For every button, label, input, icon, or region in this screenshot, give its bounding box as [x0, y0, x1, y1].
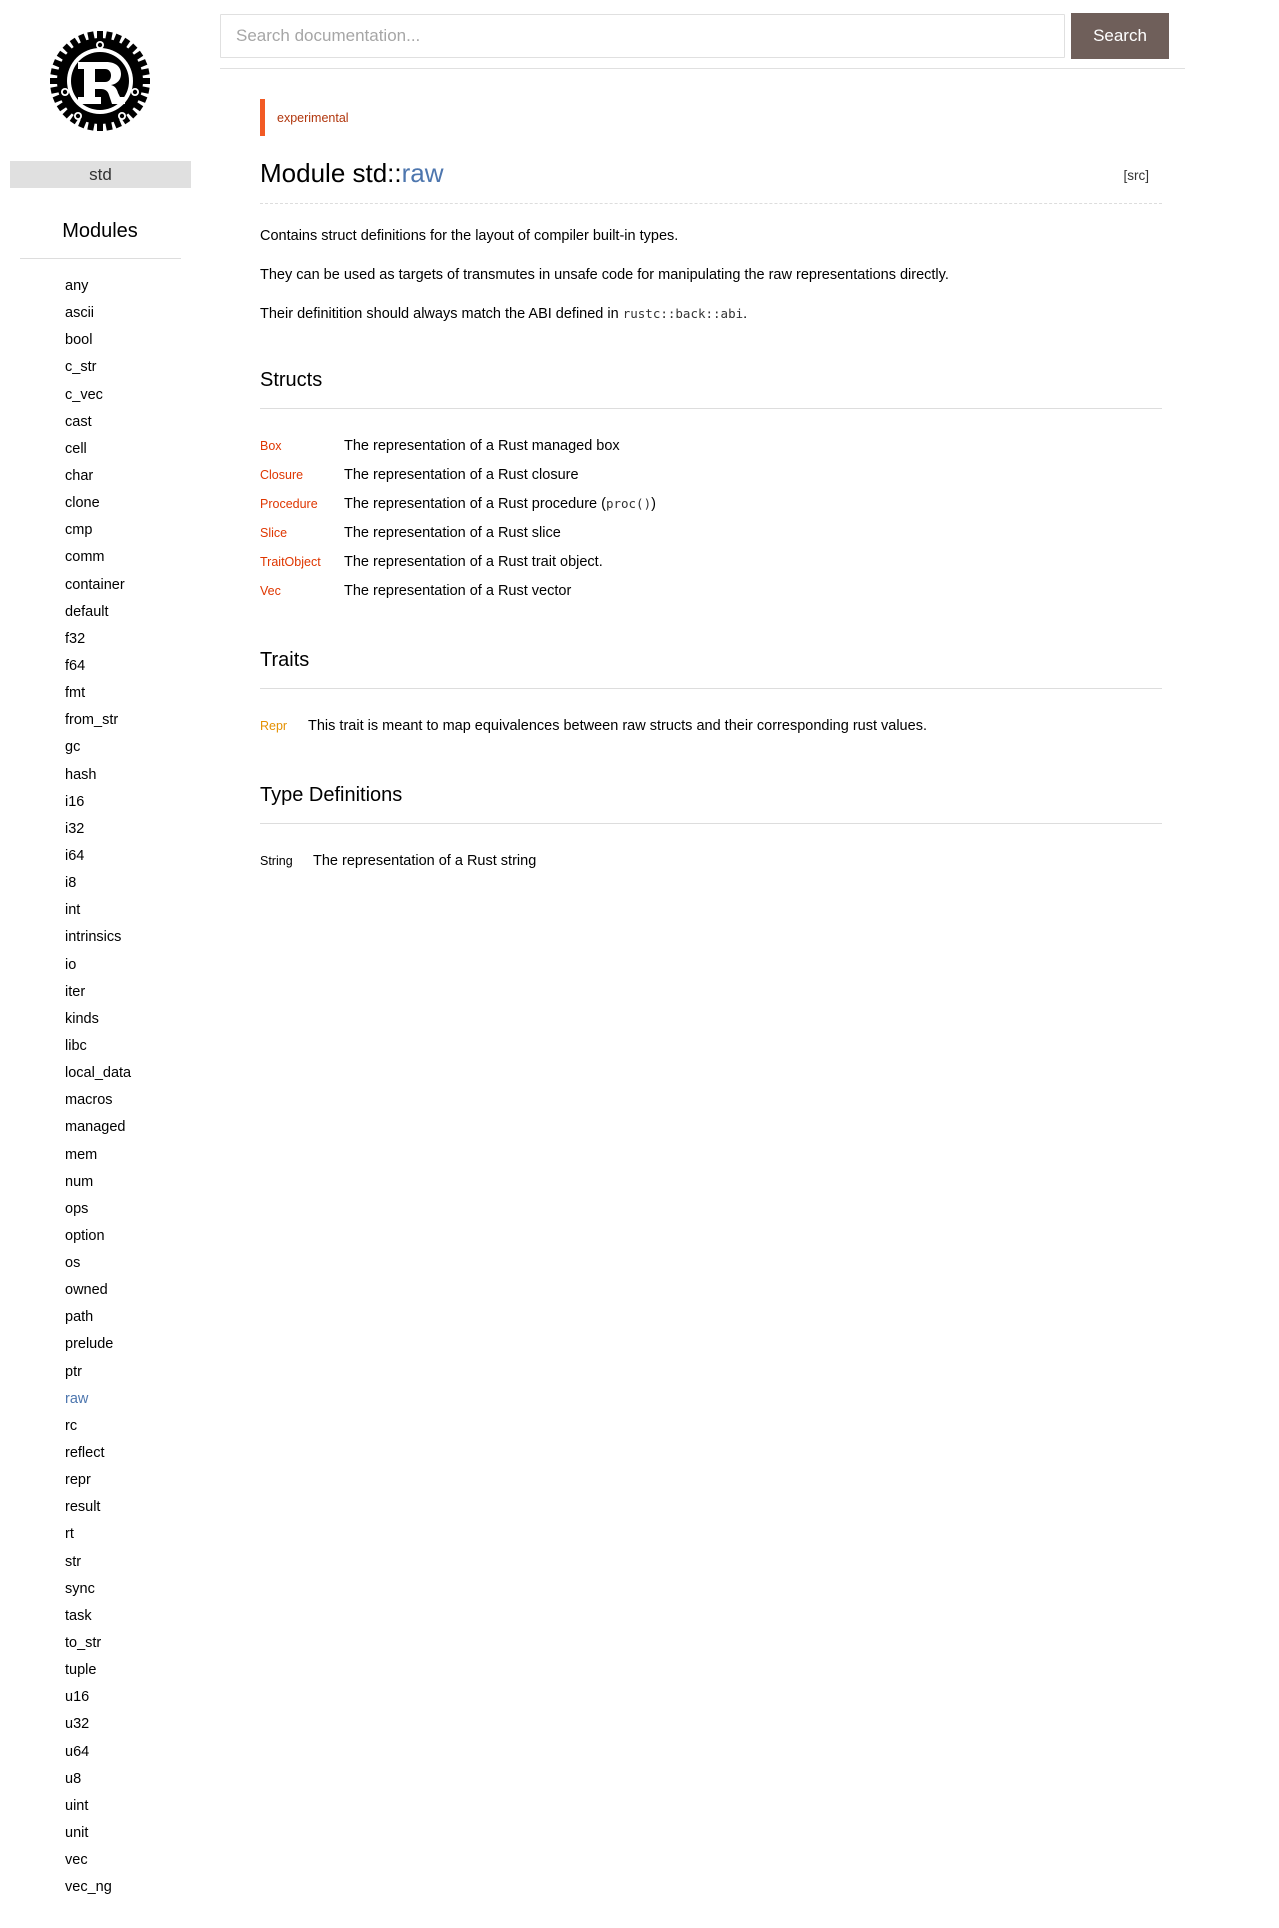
trait-link[interactable]: Repr [260, 719, 288, 733]
sidebar-module-link[interactable]: str [65, 1553, 82, 1570]
sidebar-module-link[interactable]: i32 [65, 820, 85, 837]
sidebar-module-link[interactable]: ptr [65, 1363, 82, 1380]
sidebar-module-link[interactable]: local_data [65, 1065, 132, 1082]
struct-link[interactable]: Vec [260, 584, 281, 598]
sidebar-module-link[interactable]: char [65, 467, 94, 484]
description-paragraph: They can be used as targets of transmutes in unsafe code for manipulating the raw representations directly. [260, 267, 949, 283]
sidebar-module-link[interactable]: cmp [65, 522, 93, 539]
description-text: . [743, 306, 748, 322]
page-title-prefix: Module std:: [260, 158, 402, 188]
sidebar-module-link[interactable]: fmt [65, 685, 86, 702]
sidebar-module-link[interactable]: i8 [65, 875, 77, 892]
sidebar-module-link[interactable]: vec [65, 1852, 88, 1869]
struct-link[interactable]: Box [260, 439, 282, 453]
sidebar-module-link[interactable]: io [65, 956, 77, 973]
sidebar-module-link[interactable]: hash [65, 766, 97, 783]
structs-heading: Structs [260, 369, 323, 391]
struct-link[interactable]: Procedure [260, 497, 318, 511]
rust-gear-icon [48, 29, 152, 133]
stability-bar [260, 99, 265, 136]
sidebar-module-link[interactable]: f64 [65, 657, 86, 674]
stability-label: experimental [277, 111, 349, 125]
struct-description [344, 494, 656, 514]
sidebar-module-link[interactable]: result [65, 1499, 101, 1516]
struct-description-code: proc() [605, 496, 652, 511]
structs-divider [260, 408, 1162, 409]
sidebar-module-link[interactable]: i64 [65, 847, 85, 864]
sidebar-module-link[interactable]: u8 [65, 1770, 82, 1787]
sidebar-module-link[interactable]: kinds [65, 1010, 99, 1027]
sidebar-module-link[interactable]: c_str [65, 359, 97, 376]
struct-link[interactable]: Slice [260, 526, 288, 540]
typedef-description: The representation of a Rust string [313, 853, 537, 869]
sidebar-module-link[interactable]: os [65, 1255, 81, 1272]
sidebar-module-link[interactable]: repr [65, 1472, 91, 1489]
sidebar-module-link[interactable]: ops [65, 1200, 89, 1217]
sidebar-module-link[interactable]: rc [65, 1417, 78, 1434]
sidebar-module-link[interactable]: task [65, 1607, 92, 1624]
sidebar-module-link[interactable]: f32 [65, 630, 86, 647]
search-input[interactable] [220, 14, 1065, 58]
sidebar-module-link[interactable]: prelude [65, 1336, 114, 1353]
struct-description: The representation of a Rust closure [344, 467, 579, 483]
sidebar-module-link[interactable]: int [65, 902, 81, 919]
sidebar-module-link[interactable]: cast [65, 413, 92, 430]
search-divider [220, 68, 1185, 69]
sidebar-module-link[interactable]: cell [65, 440, 87, 457]
sidebar-module-link[interactable]: option [65, 1227, 105, 1244]
sidebar-module-link[interactable]: vec_ng [65, 1879, 112, 1896]
description-code: rustc::back::abi [622, 306, 744, 321]
struct-link[interactable]: Closure [260, 468, 304, 482]
title-divider [260, 203, 1162, 204]
trait-description: This trait is meant to map equivalences between raw structs and their corresponding rust values. [308, 718, 927, 734]
rust-logo[interactable] [48, 29, 152, 133]
page-title [260, 157, 444, 189]
search-button[interactable]: Search [1071, 13, 1169, 59]
typedefs-divider [260, 823, 1162, 824]
crate-name[interactable]: std [10, 161, 191, 188]
traits-heading: Traits [260, 649, 310, 671]
sidebar-module-link[interactable]: rt [65, 1526, 74, 1543]
sidebar-module-link[interactable]: from_str [65, 712, 119, 729]
sidebar-module-link[interactable]: sync [65, 1580, 95, 1597]
sidebar-module-link[interactable]: ascii [65, 305, 95, 322]
sidebar-module-link[interactable]: reflect [65, 1445, 105, 1462]
src-link[interactable]: [src] [1123, 168, 1149, 183]
sidebar-module-link[interactable]: iter [65, 983, 86, 1000]
struct-description-text: The representation of a Rust procedure ( [344, 496, 606, 512]
struct-description-text: ) [651, 496, 656, 512]
traits-divider [260, 688, 1162, 689]
sidebar-module-link[interactable]: i16 [65, 793, 85, 810]
sidebar-module-link[interactable]: comm [65, 549, 105, 566]
sidebar-module-link[interactable]: container [65, 576, 125, 593]
sidebar-module-link[interactable]: to_str [65, 1635, 102, 1652]
sidebar-module-link[interactable]: c_vec [65, 386, 103, 403]
module-list [65, 276, 131, 1904]
sidebar-module-link[interactable]: managed [65, 1119, 126, 1136]
sidebar-module-link[interactable]: libc [65, 1037, 87, 1054]
struct-description: The representation of a Rust trait object. [344, 554, 603, 570]
sidebar-module-link[interactable]: mem [65, 1146, 98, 1163]
struct-link[interactable]: TraitObject [260, 555, 321, 569]
sidebar-module-link[interactable]: raw [65, 1390, 89, 1407]
sidebar-module-link[interactable]: path [65, 1309, 94, 1326]
sidebar [0, 0, 200, 1928]
struct-description: The representation of a Rust slice [344, 525, 561, 541]
sidebar-module-link[interactable]: default [65, 603, 109, 620]
sidebar-module-link[interactable]: unit [65, 1825, 89, 1842]
sidebar-module-link[interactable]: clone [65, 495, 100, 512]
sidebar-module-link[interactable]: bool [65, 332, 93, 349]
sidebar-module-link[interactable]: u16 [65, 1689, 90, 1706]
sidebar-module-link[interactable]: u32 [65, 1716, 90, 1733]
sidebar-module-link[interactable]: any [65, 278, 89, 294]
sidebar-module-link[interactable]: num [65, 1173, 94, 1190]
sidebar-module-link[interactable]: gc [65, 739, 81, 756]
sidebar-module-link[interactable]: u64 [65, 1743, 90, 1760]
typedef-link[interactable]: String [260, 854, 293, 868]
sidebar-module-link[interactable]: tuple [65, 1662, 97, 1679]
sidebar-module-link[interactable]: uint [65, 1797, 89, 1814]
description-paragraph: Contains struct definitions for the layout of compiler built-in types. [260, 228, 679, 244]
description-paragraph [260, 304, 747, 324]
modules-heading: Modules [62, 220, 138, 242]
struct-description: The representation of a Rust managed box [344, 438, 620, 454]
sidebar-module-link[interactable]: intrinsics [65, 929, 122, 946]
typedefs-heading: Type Definitions [260, 784, 403, 806]
page-title-link[interactable]: raw [401, 158, 444, 188]
sidebar-module-link[interactable]: owned [65, 1282, 108, 1299]
description-text: Their definitition should always match the ABI defined in [260, 306, 623, 322]
modules-divider [20, 258, 181, 259]
struct-description: The representation of a Rust vector [344, 583, 572, 599]
sidebar-module-link[interactable]: macros [65, 1092, 113, 1109]
